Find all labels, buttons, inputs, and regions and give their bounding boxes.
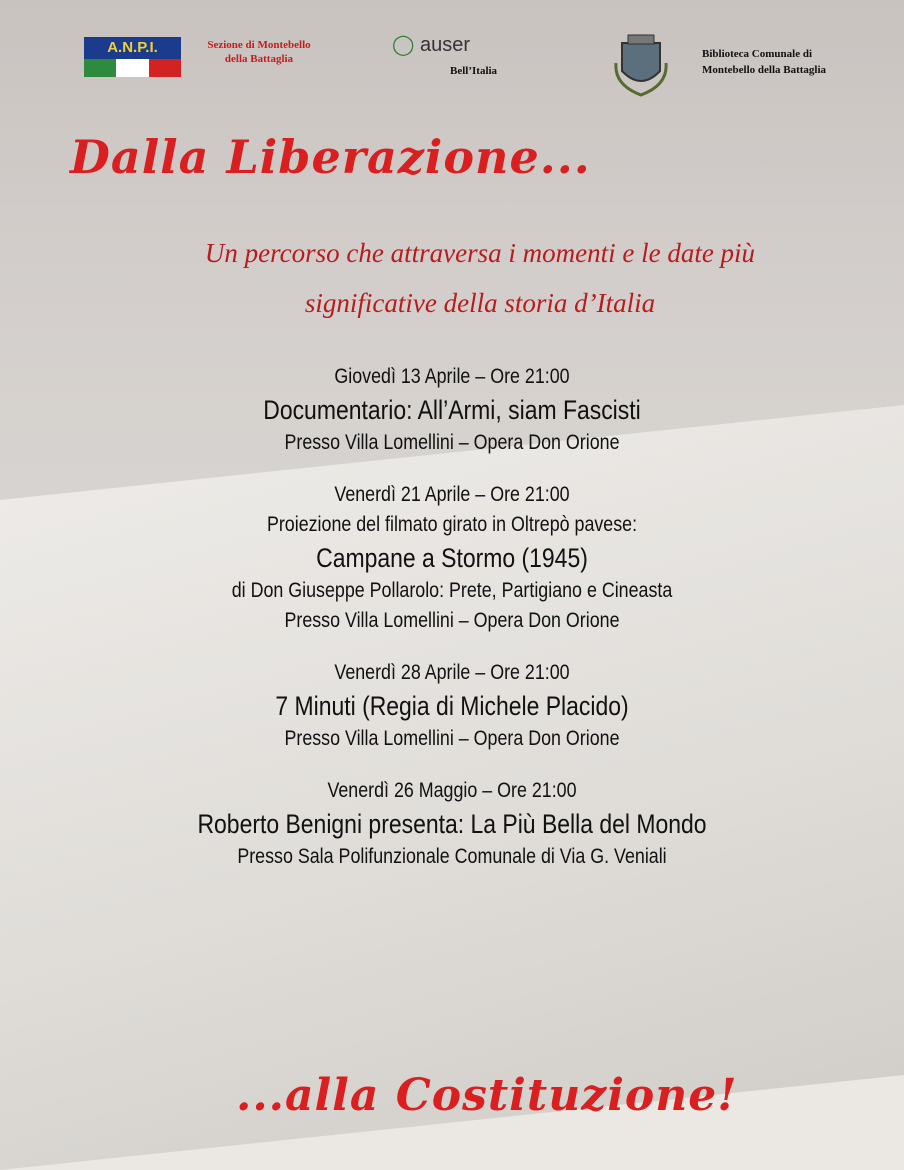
subtitle-line-1: Un percorso che attraversa i momenti e le date più	[204, 238, 756, 268]
event-venue: Presso Villa Lomellini – Opera Don Orione	[284, 431, 620, 454]
event-venue: Presso Villa Lomellini – Opera Don Orione	[284, 609, 620, 632]
closing-title: ...alla Costituzione!	[236, 1070, 738, 1121]
event-4	[0, 776, 904, 872]
event-title: Documentario: All’Armi, siam Fascisti	[263, 395, 641, 425]
event-2	[0, 480, 904, 636]
event-date: Venerdì 28 Aprile – Ore 21:00	[334, 661, 570, 684]
event-date: Venerdì 21 Aprile – Ore 21:00	[334, 483, 570, 506]
auser-subtitle: Bell’Italia	[450, 65, 498, 77]
anpi-section-label: Sezione di Montebello della Battaglia	[207, 39, 311, 65]
auser-logo-text: auser	[419, 34, 470, 56]
event-venue: Presso Villa Lomellini – Opera Don Orione	[284, 727, 620, 750]
main-title: Dalla Liberazione...	[70, 130, 591, 184]
auser-swoosh-icon: ◯	[392, 34, 415, 56]
italian-flag-stripe	[84, 59, 181, 77]
event-1	[0, 362, 904, 458]
event-date: Venerdì 26 Maggio – Ore 21:00	[327, 779, 577, 802]
event-title: Roberto Benigni presenta: La Più Bella del Mondo	[197, 809, 707, 839]
anpi-logo-text: A.N.P.I.	[84, 37, 181, 59]
library-label: Biblioteca Comunale di Montebello della Battaglia	[702, 48, 827, 76]
subtitle	[120, 228, 840, 328]
event-3	[0, 658, 904, 754]
event-list	[0, 362, 904, 894]
anpi-logo	[84, 37, 181, 77]
event-venue: Presso Sala Polifunzionale Comunale di Via G. Veniali	[237, 845, 667, 868]
event-title: Campane a Stormo (1945)	[316, 543, 588, 573]
event-intro: Proiezione del filmato girato in Oltrepò pavese:	[266, 513, 638, 536]
auser-logo	[392, 32, 522, 77]
event-title: 7 Minuti (Regia di Michele Placido)	[275, 691, 629, 721]
municipal-crest-icon	[612, 33, 670, 99]
event-author: di Don Giuseppe Pollarolo: Prete, Partigiano e Cineasta	[231, 579, 673, 602]
subtitle-line-2: significative della storia d’Italia	[304, 288, 656, 318]
event-date: Giovedì 13 Aprile – Ore 21:00	[334, 365, 570, 388]
